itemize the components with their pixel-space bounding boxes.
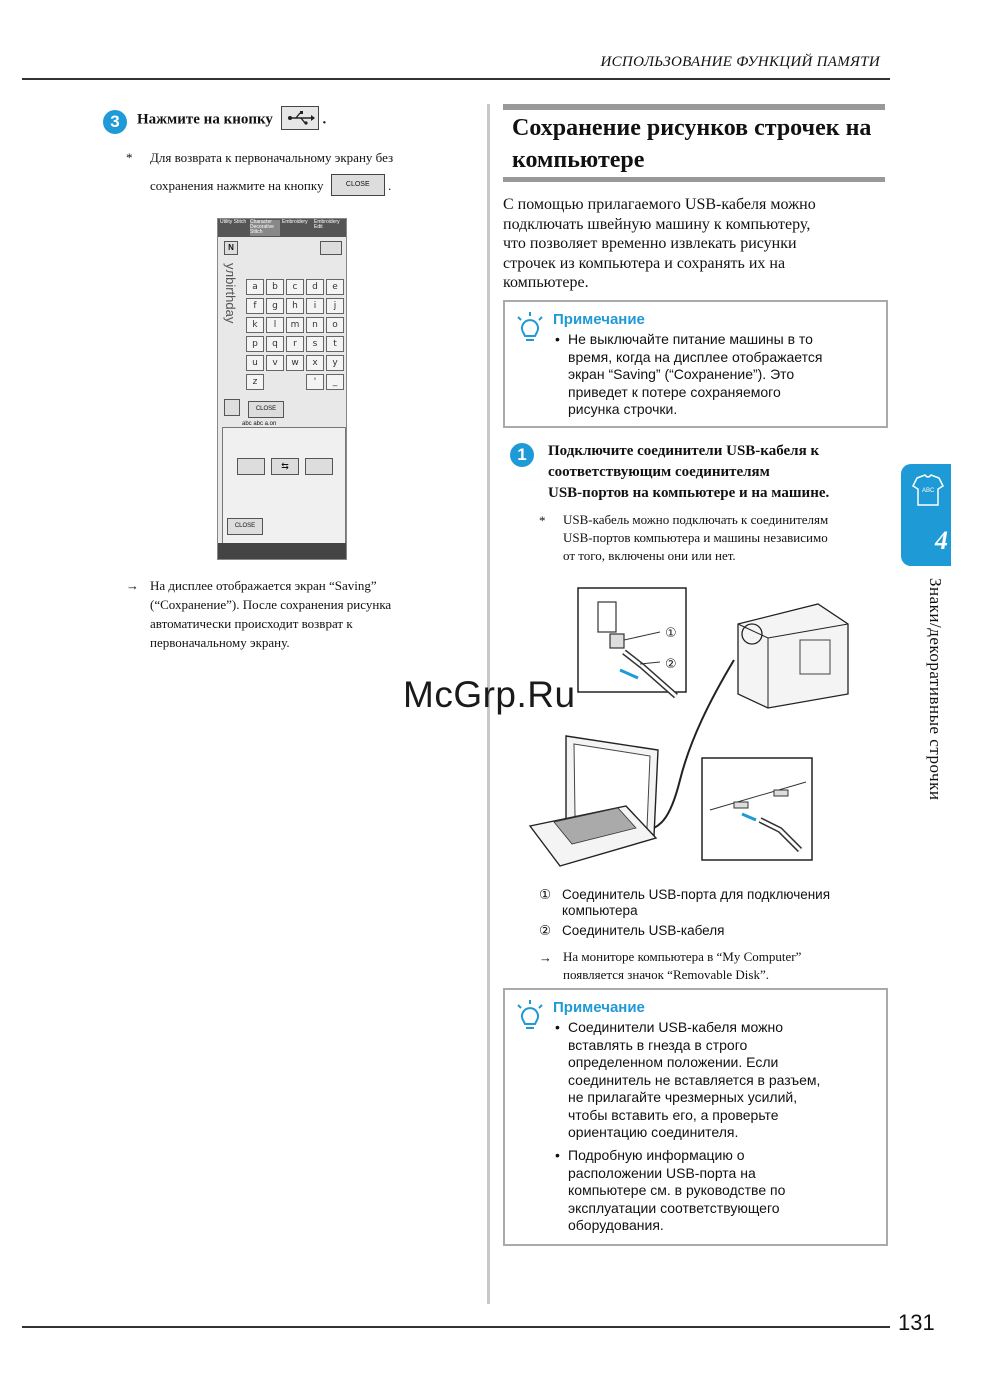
result-2-line: На мониторе компьютера в “My Computer”: [563, 949, 802, 964]
keyboard-key: m: [286, 317, 304, 333]
step-3-end: .: [322, 111, 327, 128]
popup-machine-button: [237, 458, 265, 475]
step-1-note-line: USB-портов компьютера и машины независимо: [563, 530, 828, 545]
lightbulb-icon: [513, 998, 549, 1038]
note-2-line: эксплуатации соответствующего: [568, 1199, 780, 1216]
popup-pc-button: [305, 458, 333, 475]
step-1-line: соответствующим соединителям: [548, 464, 770, 480]
sewing-machine: [738, 604, 848, 708]
note-2-bullet-1: •: [555, 1019, 560, 1035]
keyboard-key: y: [326, 355, 344, 371]
note-line-2-end: .: [388, 178, 392, 193]
result-text: [150, 576, 470, 652]
keyboard-key: p: [246, 336, 264, 352]
keyboard-key: g: [266, 298, 284, 314]
result-2-arrow: →: [539, 950, 552, 965]
keyboard-key: d: [306, 279, 324, 295]
note-1-heading: Примечание: [553, 311, 645, 328]
keyboard-key: a: [246, 279, 264, 295]
section-title: [512, 112, 882, 176]
legend-item-1: [562, 887, 882, 919]
screen-bottom-bar: [218, 543, 346, 559]
screen-side-text: yлbirthday: [223, 263, 238, 324]
result-line: автоматически происходит возврат к: [150, 616, 353, 631]
machine-lcd-screen: [217, 218, 347, 560]
step-1-note-line: USB-кабель можно подключать к соединителям: [563, 512, 829, 527]
popup-usb-button: ⇆: [271, 458, 299, 475]
note-1-line: рисунка строчки.: [568, 401, 678, 417]
intro-line: что позволяет временно извлекать рисунки: [503, 235, 797, 252]
note-2-text-2: [568, 1147, 880, 1235]
note-1-bullet: •: [555, 331, 560, 347]
section-bar-bottom: [503, 177, 885, 182]
legend-item-2: Соединитель USB-кабеля: [562, 923, 725, 938]
note-mark: *: [126, 150, 133, 165]
footer-rule: [22, 1326, 890, 1328]
tab-embroidery-edit: Embroidery Edit: [314, 219, 340, 230]
result-2-text: [563, 948, 883, 984]
step-1-note-mark: *: [539, 513, 546, 528]
note-box-1: [503, 300, 888, 428]
section-title-line-1: Сохранение рисунков строчек на: [512, 115, 872, 141]
note-1-line: приведет к потере сохраняемого: [568, 383, 781, 400]
callout-1: ①: [665, 626, 677, 641]
usb-icon: [282, 107, 318, 129]
usb-connection-illustration: [520, 580, 860, 880]
machine-usb-port: [610, 634, 624, 648]
keyboard-key: z: [246, 374, 264, 390]
note-line-1: Для возврата к первоначальному экрану без: [150, 150, 394, 165]
note-1-line: экран “Saving” (“Сохранение”). Это: [568, 366, 795, 382]
keyboard-key: o: [326, 317, 344, 333]
section-bar-top: [503, 104, 885, 110]
intro-line: строчек из компьютера и сохранять их на: [503, 254, 786, 272]
intro-paragraph: [503, 195, 883, 293]
result-2-line: появляется значок “Removable Disk”.: [563, 967, 769, 982]
screen-memory-button: [320, 241, 342, 255]
note-2-line: компьютере см. в руководстве по: [568, 1182, 786, 1198]
keyboard-key: b: [266, 279, 284, 295]
save-popup: [222, 427, 346, 544]
note-2-line: определенном положении. Если: [568, 1054, 779, 1070]
step-1-line: USB-портов на компьютере и на машине.: [548, 485, 830, 501]
step-1-note-line: от того, включены они или нет.: [563, 548, 736, 563]
result-line: На дисплее отображается экран “Saving”: [150, 578, 377, 593]
keyboard-key: w: [286, 355, 304, 371]
keyboard-key: n: [306, 317, 324, 333]
shirt-icon-label: ABC: [922, 488, 935, 494]
step-1-line: Подключите соединители USB-кабеля к: [548, 443, 820, 459]
usb-button-inline: [281, 106, 319, 130]
note-line-2: [150, 176, 391, 198]
section-title-line-2: компьютере: [512, 147, 645, 173]
keyboard-key: f: [246, 298, 264, 314]
callout-2: ②: [665, 657, 677, 672]
keyboard-key: x: [306, 355, 324, 371]
note-1-text: [568, 331, 878, 419]
step-3-text: [137, 108, 326, 132]
note-2-line: оборудования.: [568, 1217, 664, 1233]
chapter-number: 4: [935, 526, 948, 555]
intro-line: С помощью прилагаемого USB-кабеля можно: [503, 196, 816, 213]
close-button-inline: CLOSE: [331, 174, 385, 196]
step-1-text: [548, 441, 888, 504]
screen-mode-button: N: [224, 241, 238, 255]
note-1-line: Не выключайте питание машины в то: [568, 331, 813, 347]
popup-close-button: CLOSE: [227, 518, 263, 535]
note-2-line: расположении USB-порта на: [568, 1164, 756, 1181]
screen-bottom-row: abc abc a.on: [242, 421, 277, 427]
intro-line: компьютере.: [503, 274, 589, 291]
legend-line: Соединитель USB-порта для подключения: [562, 887, 831, 902]
keyboard-key: c: [286, 279, 304, 295]
legend-mark-2: ②: [539, 923, 552, 938]
step-1-number: 1: [510, 443, 534, 467]
legend-line: компьютера: [562, 903, 638, 918]
keyboard-key: e: [326, 279, 344, 295]
keyboard-key: s: [306, 336, 324, 352]
screen-tab-bar: [218, 219, 346, 237]
note-2-line: вставлять в гнезда в строго: [568, 1036, 748, 1053]
step-3-number: 3: [103, 110, 127, 134]
tab-character-stitch: Character Decorative Stitch: [250, 220, 280, 236]
chapter-tab: [901, 464, 951, 566]
result-line: (“Сохранение”). После сохранения рисунка: [150, 597, 392, 612]
note-2-text-1: [568, 1019, 880, 1142]
keyboard-key: u: [246, 355, 264, 371]
note-box-2: [503, 988, 888, 1246]
note-2-heading: Примечание: [553, 999, 645, 1016]
note-2-line: Подробную информацию о: [568, 1147, 745, 1163]
running-header: ИСПОЛЬЗОВАНИЕ ФУНКЦИЙ ПАМЯТИ: [600, 54, 880, 70]
header-rule: [22, 78, 890, 80]
lightbulb-icon: [513, 310, 549, 350]
screen-close-button: CLOSE: [248, 401, 284, 418]
result-line: первоначальному экрану.: [150, 635, 290, 650]
keyboard-key: i: [306, 298, 324, 314]
step-1-note: [563, 511, 883, 565]
keyboard-key: j: [326, 298, 344, 314]
watermark: McGrp.Ru: [403, 674, 576, 715]
keyboard-key: k: [246, 317, 264, 333]
keyboard-key: q: [266, 336, 284, 352]
note-2-line: Соединители USB-кабеля можно: [568, 1019, 783, 1035]
tab-embroidery: Embroidery: [282, 219, 308, 225]
result-arrow: →: [126, 578, 139, 593]
keyboard-key: ': [306, 374, 324, 390]
note-line-2-text: сохранения нажмите на кнопку: [150, 178, 324, 193]
keyboard-key: l: [266, 317, 284, 333]
legend-mark-1: ①: [539, 887, 552, 902]
keyboard-key: v: [266, 355, 284, 371]
chapter-label: Знаки/декоративные строчки: [926, 578, 945, 801]
tab-utility-stitch: Utility Stitch: [220, 219, 247, 225]
note-2-bullet-2: •: [555, 1147, 560, 1163]
intro-line: подключать швейную машину к компьютеру,: [503, 215, 811, 233]
keyboard-key: t: [326, 336, 344, 352]
note-2-line: не прилагайте чрезмерных усилий,: [568, 1089, 798, 1105]
keyboard-key: r: [286, 336, 304, 352]
note-2-line: чтобы вставить его, а проверьте: [568, 1106, 779, 1123]
shirt-icon: [911, 472, 945, 508]
keyboard-key: h: [286, 298, 304, 314]
page-number: 131: [898, 1310, 935, 1335]
keyboard-key: _: [326, 374, 344, 390]
computer-usb-port: [734, 802, 748, 808]
note-1-line: время, когда на дисплее отображается: [568, 348, 823, 365]
note-2-line: ориентацию соединителя.: [568, 1124, 739, 1140]
step-3-label: Нажмите на кнопку: [137, 111, 273, 128]
note-2-line: соединитель не вставляется в разъем,: [568, 1071, 821, 1088]
screen-return-button: [224, 399, 240, 416]
